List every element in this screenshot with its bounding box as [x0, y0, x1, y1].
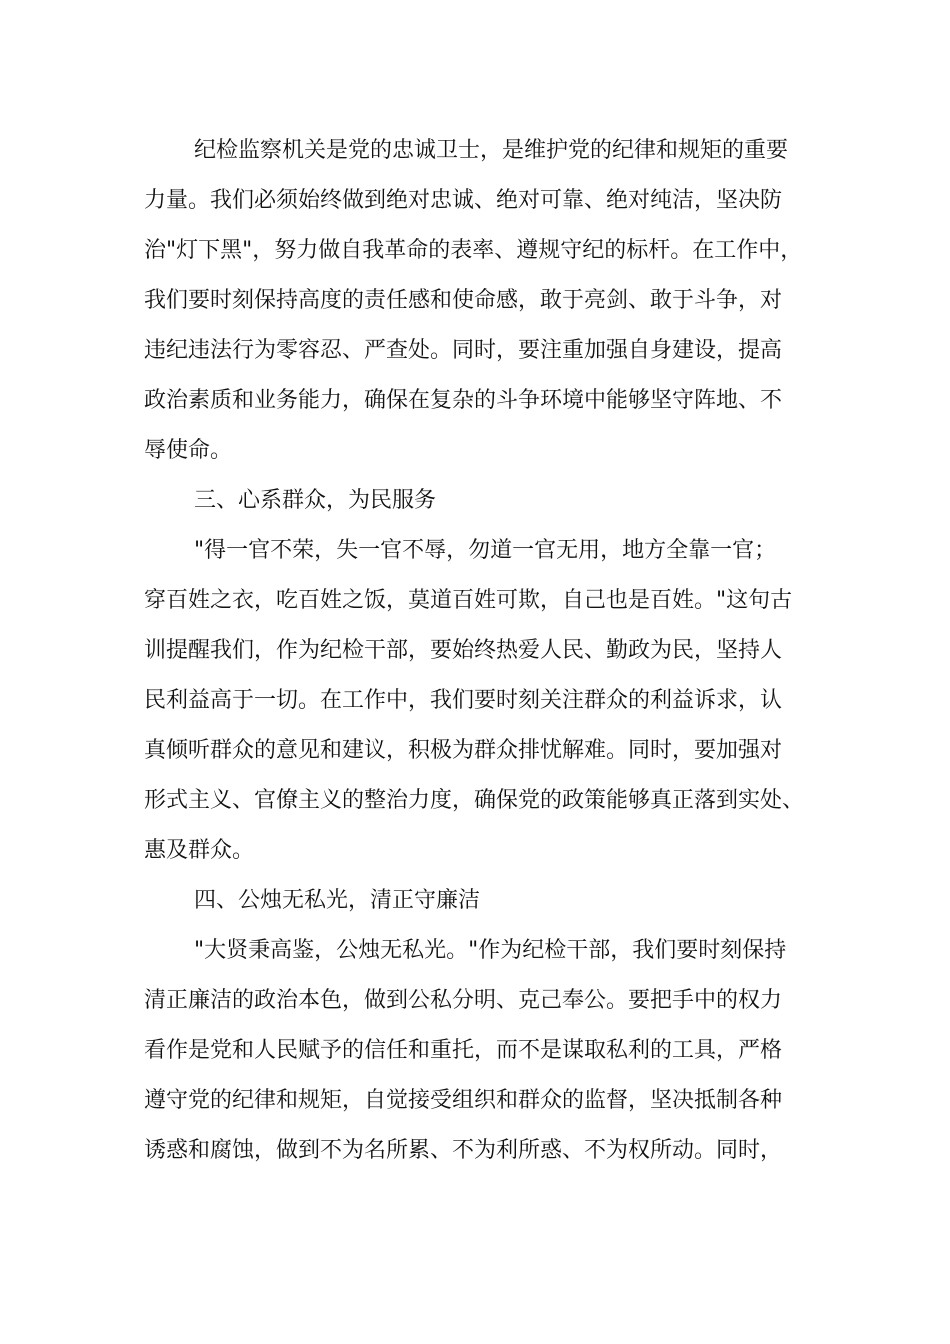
- text-line: 治"灯下黑"，努力做自我革命的表率、遵规守纪的标杆。在工作中，: [144, 238, 803, 263]
- section-heading: 三、心系群众，为民服务: [194, 488, 437, 513]
- text-line: 看作是党和人民赋予的信任和重托，而不是谋取私利的工具，严格: [144, 1038, 783, 1063]
- text-line: 力量。我们必须始终做到绝对忠诚、绝对可靠、绝对纯洁，坚决防: [144, 188, 783, 213]
- text-line: "大贤秉高鉴，公烛无私光。"作为纪检干部，我们要时刻保持: [194, 938, 787, 963]
- section-heading: 四、公烛无私光，清正守廉洁: [194, 888, 481, 913]
- text-line: 政治素质和业务能力，确保在复杂的斗争环境中能够坚守阵地、不: [144, 388, 783, 413]
- text-line: 真倾听群众的意见和建议，积极为群众排忧解难。同时，要加强对: [144, 738, 783, 763]
- text-line: 民利益高于一切。在工作中，我们要时刻关注群众的利益诉求，认: [144, 688, 783, 713]
- text-line: 穿百姓之衣，吃百姓之饭，莫道百姓可欺，自己也是百姓。"这句古: [144, 588, 793, 613]
- text-line: 诱惑和腐蚀，做到不为名所累、不为利所惑、不为权所动。同时，: [144, 1138, 783, 1163]
- text-line: 违纪违法行为零容忍、严查处。同时，要注重加强自身建设，提高: [144, 338, 783, 363]
- text-line: 辱使命。: [144, 438, 233, 463]
- text-line: 惠及群众。: [144, 838, 255, 863]
- text-line: "得一官不荣，失一官不辱，勿道一官无用，地方全靠一官；: [194, 538, 777, 563]
- text-line: 形式主义、官僚主义的整治力度，确保党的政策能够真正落到实处、: [144, 788, 805, 813]
- text-line: 训提醒我们，作为纪检干部，要始终热爱人民、勤政为民，坚持人: [144, 638, 783, 663]
- text-line: 遵守党的纪律和规矩，自觉接受组织和群众的监督，坚决抵制各种: [144, 1088, 783, 1113]
- text-line: 我们要时刻保持高度的责任感和使命感，敢于亮剑、敢于斗争，对: [144, 288, 783, 313]
- text-line: 清正廉洁的政治本色，做到公私分明、克己奉公。要把手中的权力: [144, 988, 783, 1013]
- text-line: 纪检监察机关是党的忠诚卫士，是维护党的纪律和规矩的重要: [194, 138, 789, 163]
